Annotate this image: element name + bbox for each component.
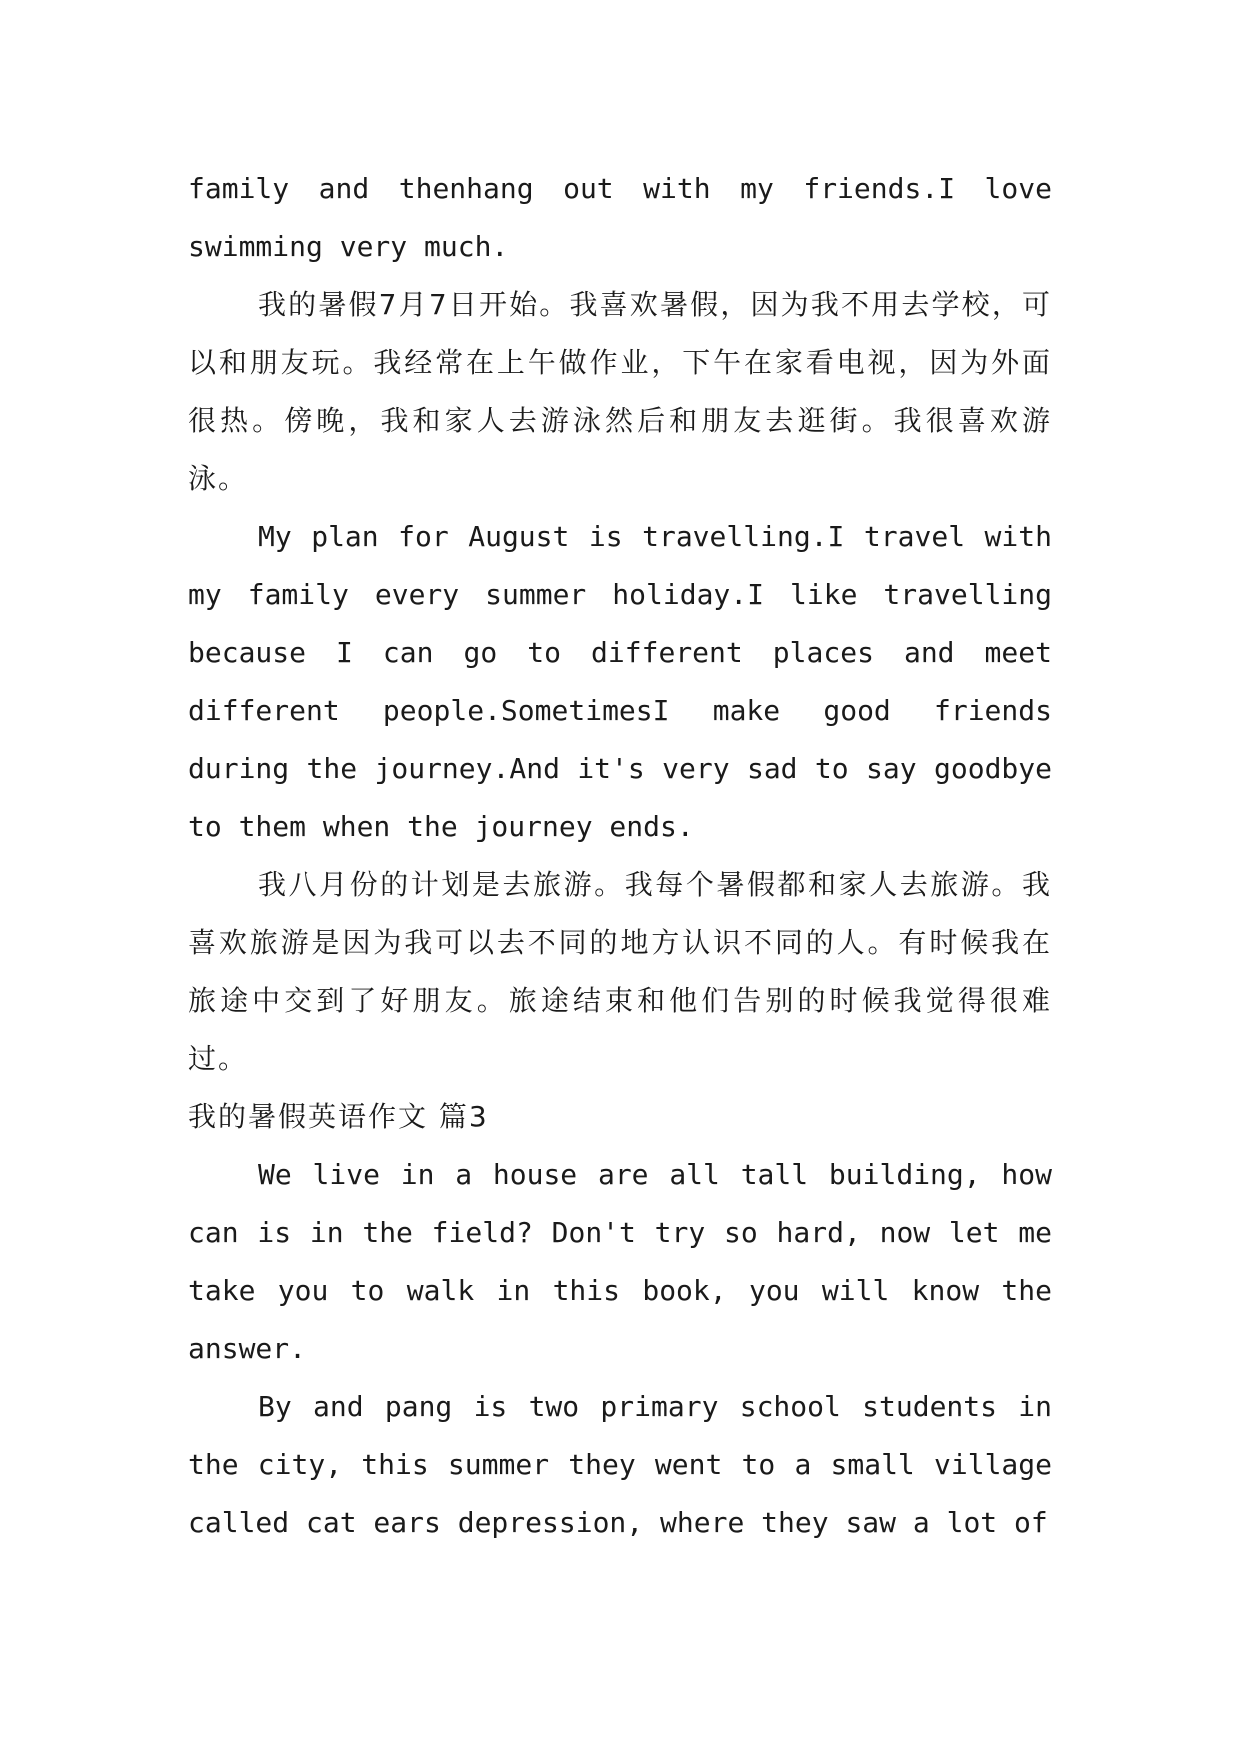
paragraph-chinese-summer: 我的暑假7月7日开始。我喜欢暑假，因为我不用去学校，可以和朋友玩。我经常在上午做作业，下午在家看电视，因为外面很热。傍晚，我和家人去游泳然后和朋友去逛街。我很喜欢游泳。 [188,288,1052,495]
document-body [188,160,1052,1552]
paragraph-chinese-august: 我八月份的计划是去旅游。我每个暑假都和家人去旅游。我喜欢旅游是因为我可以去不同的地方认识不同的人。有时候我在旅途中交到了好朋友。旅途结束和他们告别的时候我觉得很难过。 [188,868,1052,1075]
paragraph-continued: family and thenhang out with my friends.I love swimming very much. [188,172,1052,263]
paragraph-tall-building: We live in a house are all tall building, how can is in the field? Don't try so hard, now let me take you to walk in this book, you will know the answer. [188,1158,1052,1365]
paragraph-students: By and pang is two primary school students in the city, this summer they went to a small village called cat ears depression, where they saw a lot of [188,1390,1052,1539]
section-heading: 我的暑假英语作文 篇3 [188,1100,489,1133]
paragraph-august-plan: My plan for August is travelling.I travel with my family every summer holiday.I like travelling because I can go to different places and meet different people.SometimesI make good friends during the journey.And it's very sad to say goodbye to them when the journey ends. [188,520,1052,843]
